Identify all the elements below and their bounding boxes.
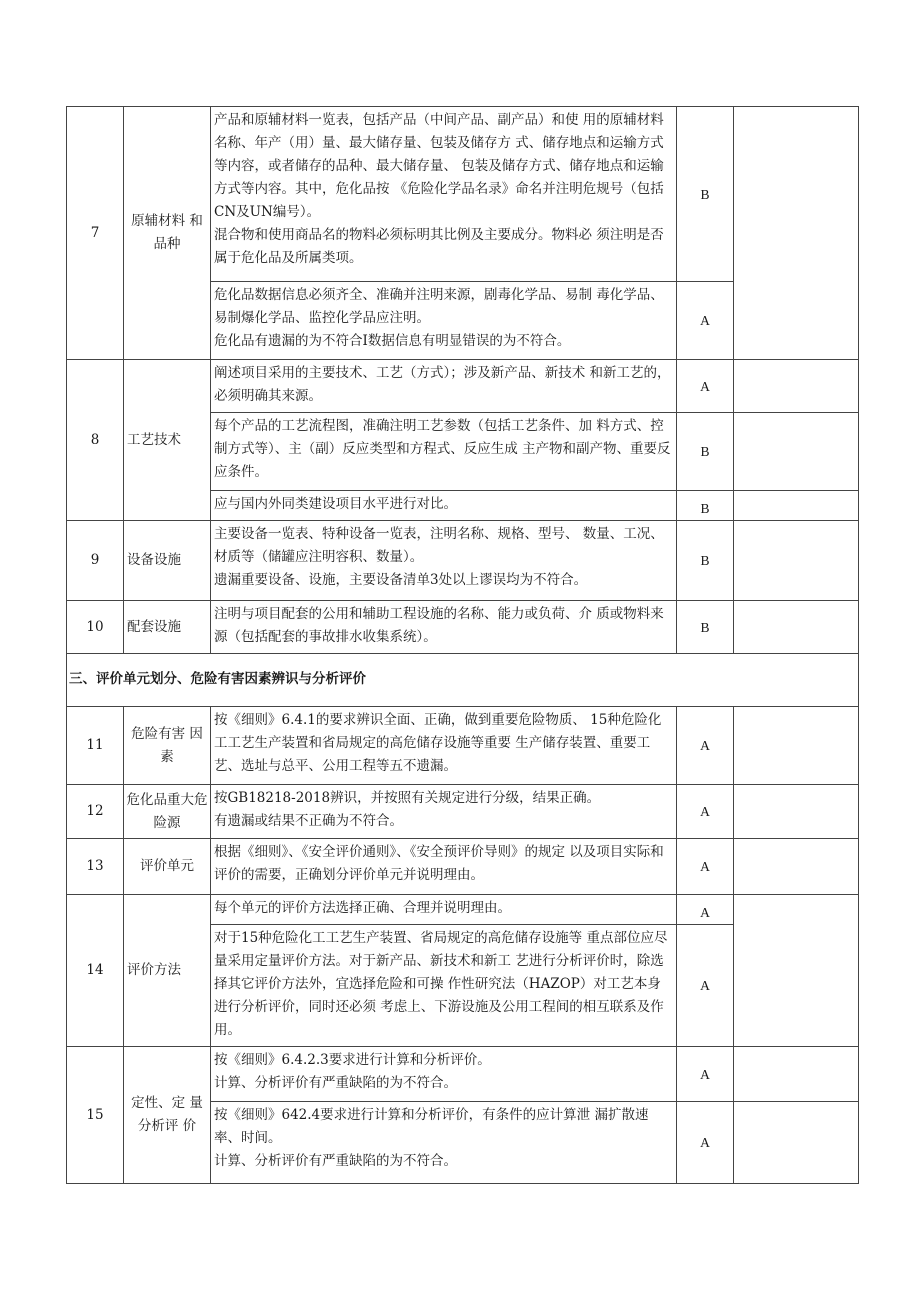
- requirement-line: 按GB18218-2018辨识，并按照有关规定进行分级，结果正确。: [214, 790, 601, 806]
- item-number: 9: [67, 521, 124, 601]
- item-name: 评价单元: [124, 839, 211, 895]
- table-row: [67, 707, 859, 785]
- level-grade: B: [677, 413, 734, 491]
- remarks-cell: [734, 491, 859, 521]
- item-number: 12: [67, 785, 124, 839]
- item-number: 7: [67, 107, 124, 360]
- requirement-text: [211, 785, 677, 839]
- table-row: [67, 360, 859, 413]
- item-name: 工艺技术: [124, 360, 211, 521]
- table-row: [67, 785, 859, 839]
- requirement-line: 按《细则》6.4.2.3要求进行计算和分析评价。: [214, 1052, 491, 1068]
- table-row: [67, 839, 859, 895]
- item-number: 13: [67, 839, 124, 895]
- table-row: [67, 1047, 859, 1102]
- requirement-line: 应与国内外同类建设项目水平进行对比。: [214, 496, 457, 512]
- requirement-line: 按《细则》642.4要求进行计算和分析评价，有条件的应计算泄 漏扩散速率、时间。: [214, 1107, 649, 1146]
- section-heading: 三、评价单元划分、危险有害因素辨识与分析评价: [67, 654, 859, 707]
- remarks-cell: [734, 521, 859, 601]
- requirement-text: [211, 360, 677, 413]
- remarks-cell: [734, 1047, 859, 1102]
- requirement-line: 危化品有遗漏的为不符合I数据信息有明显错误的为不符合。: [214, 333, 571, 349]
- requirement-line: 阐述项目采用的主要技术、工艺（方式）；涉及新产品、新技术 和新工艺的，必须明确其来源。: [214, 365, 671, 404]
- requirement-line: 注明与项目配套的公用和辅助工程设施的名称、能力或负荷、介 质或物料来源（包括配套的事故排水收集系统）。: [214, 606, 664, 645]
- requirement-text: [211, 521, 677, 601]
- requirement-line: 有遗漏或结果不正确为不符合。: [214, 813, 403, 829]
- item-number: 11: [67, 707, 124, 785]
- level-grade: A: [677, 925, 734, 1047]
- evaluation-criteria-table: [66, 106, 859, 1184]
- requirement-line: 危化品数据信息必须齐全、准确并注明来源，剧毒化学品、易制 毒化学品、易制爆化学品、监控化学品应注明。: [214, 287, 664, 326]
- requirement-line: 每个单元的评价方法选择正确、合理并说明理由。: [214, 900, 511, 916]
- item-name: 原辅材料 和品种: [124, 107, 211, 360]
- level-grade: A: [677, 1102, 734, 1184]
- level-grade: B: [677, 491, 734, 521]
- requirement-text: [211, 413, 677, 491]
- requirement-text: [211, 1047, 677, 1102]
- level-grade: A: [677, 895, 734, 925]
- remarks-cell: [734, 785, 859, 839]
- remarks-cell: [734, 839, 859, 895]
- item-name: 配套设施: [124, 601, 211, 654]
- item-name: 定性、定 量分析评 价: [124, 1047, 211, 1184]
- requirement-text: [211, 707, 677, 785]
- item-name: 危险有害 因素: [124, 707, 211, 785]
- requirement-line: 根据《细则》、《安全评价通则》、《安全预评价导则》的规定 以及项目实际和评价的需要，正确划分评价单元并说明理由。: [214, 844, 664, 883]
- requirement-text: [211, 895, 677, 925]
- remarks-cell: [734, 895, 859, 1047]
- requirement-text: [211, 282, 677, 360]
- requirement-text: [211, 601, 677, 654]
- level-grade: A: [677, 707, 734, 785]
- table-row: [67, 521, 859, 601]
- remarks-cell: [734, 707, 859, 785]
- section-heading-row: [67, 654, 859, 707]
- level-grade: A: [677, 839, 734, 895]
- item-number: 14: [67, 895, 124, 1047]
- level-grade: B: [677, 107, 734, 282]
- item-name: 设备设施: [124, 521, 211, 601]
- remarks-cell: [734, 601, 859, 654]
- requirement-line: 按《细则》6.4.1的要求辨识全面、正确，做到重要危险物质、 15种危险化工工艺生产装置和省局规定的高危储存设施等重要 生产储存装置、重要工艺、选址与总平、公用工程等五不遗漏。: [214, 712, 662, 774]
- requirement-text: [211, 1102, 677, 1184]
- requirement-text: [211, 839, 677, 895]
- level-grade: B: [677, 601, 734, 654]
- table-row: [67, 895, 859, 925]
- level-grade: A: [677, 785, 734, 839]
- remarks-cell: [734, 413, 859, 491]
- item-name: 评价方法: [124, 895, 211, 1047]
- requirement-line: 计算、分析评价有严重缺陷的为不符合。: [214, 1153, 457, 1169]
- item-name: 危化品重大危险源: [124, 785, 211, 839]
- requirement-text: [211, 107, 677, 282]
- requirement-line: 主要设备一览表、特种设备一览表，注明名称、规格、型号、 数量、工况、材质等（储罐应注明容积、数量）。: [214, 526, 664, 565]
- level-grade: A: [677, 1047, 734, 1102]
- remarks-cell: [734, 360, 859, 413]
- item-number: 8: [67, 360, 124, 521]
- level-grade: A: [677, 360, 734, 413]
- requirement-text: [211, 925, 677, 1047]
- level-grade: A: [677, 282, 734, 360]
- requirement-line: 混合物和使用商品名的物料必须标明其比例及主要成分。物料必 须注明是否属于危化品及所属类项。: [214, 227, 664, 266]
- table-row: [67, 107, 859, 282]
- requirement-line: 每个产品的工艺流程图，准确注明工艺参数（包括工艺条件、加 料方式、控制方式等）、主（副）反应类型和方程式、反应生成 主产物和副产物、重要反应条件。: [214, 418, 671, 480]
- requirement-line: 产品和原辅材料一览表，包括产品（中间产品、副产品）和使 用的原辅材料名称、年产（用）量、最大储存量、包装及储存方 式、储存地点和运输方式等内容，或者储存的品种、最大储存量、 包装及储存方式、储存地点和运输方式等内容。其中，危化品按 《危险化学品名录》命名并注明危规号（包括CN及UN编号）。: [214, 112, 664, 220]
- item-number: 15: [67, 1047, 124, 1184]
- requirement-line: 对于15种危险化工工艺生产装置、省局规定的高危储存设施等 重点部位应尽量采用定量评价方法。对于新产品、新技术和新工 艺进行分析评价时，除选择其它评价方法外，宜选择危险和可操 作性研究法（HAZOP）对工艺本身进行分析评价，同时还必须 考虑上、下游设施及公用工程间的相互联系及作用。: [214, 930, 668, 1038]
- remarks-cell: [734, 107, 859, 360]
- requirement-line: 遗漏重要设备、设施，主要设备清单3处以上谬误均为不符合。: [214, 572, 588, 588]
- requirement-line: 计算、分析评价有严重缺陷的为不符合。: [214, 1075, 457, 1091]
- table-row: [67, 601, 859, 654]
- remarks-cell: [734, 1102, 859, 1184]
- level-grade: B: [677, 521, 734, 601]
- requirement-text: [211, 491, 677, 521]
- item-number: 10: [67, 601, 124, 654]
